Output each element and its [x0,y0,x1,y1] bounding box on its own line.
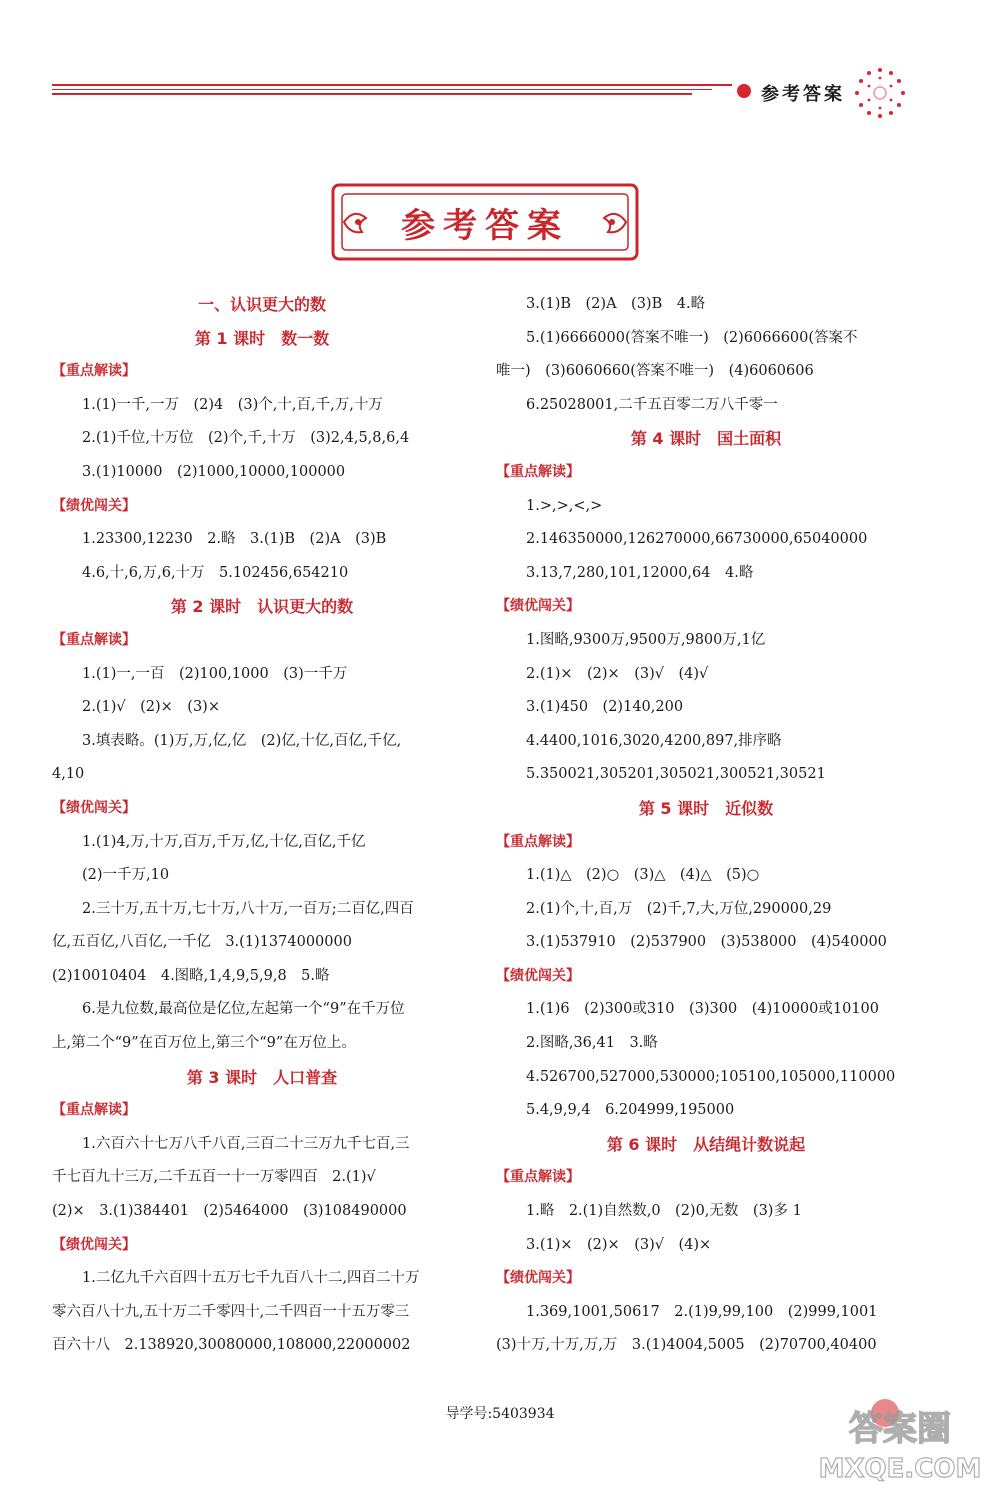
section-tag: 【重点解读】 [496,463,580,480]
section-tag: 【重点解读】 [52,363,136,380]
answer-line: 2.图略,36,41 3.略 [526,1035,658,1052]
section-heading: 一、认识更大的数 [197,295,326,314]
answer-line: 2.(1)个,十,百,万 (2)千,7,大,万位,290000,29 [526,900,832,917]
section-tag: 【绩优闯关】 [52,1236,136,1253]
answer-line: 1.(1)△ (2)○ (3)△ (4)△ (5)○ [526,867,760,884]
section-tag: 【绩优闯关】 [496,967,580,984]
answer-line: 2.(1)千位,十万位 (2)个,千,十万 (3)2,4,5,8,6,4 [82,430,410,447]
answer-line: 3.(1)× (2)× (3)√ (4)× [526,1236,712,1253]
answer-line: 2.146350000,126270000,66730000,65040000 [526,531,868,548]
answer-line: 1.(1)一千,一万 (2)4 (3)个,十,百,千,万,十万 [82,396,383,413]
answer-line: 百六十八 2.138920,30080000,108000,22000002 [52,1337,411,1354]
section-heading: 第 1 课时 数一数 [194,328,330,348]
answer-line: 6.是九位数,最高位是亿位,左起第一个“9”在千万位 [82,1001,405,1018]
answer-line: 4.526700,527000,530000;105100,105000,110000 [526,1068,896,1085]
answer-line: 3.填表略。(1)万,万,亿,亿 (2)亿,十亿,百亿,千亿, [82,732,402,749]
answer-line: 1.六百六十七万八千八百,三百二十三万九千七百,三 [82,1135,410,1152]
answer-line: 1.23300,12230 2.略 3.(1)B (2)A (3)B [82,531,387,548]
guide-number: 导学号:5403934 [445,1406,555,1422]
answer-line: 2.三十万,五十万,七十万,八十万,一百万;二百亿,四百 [82,900,414,917]
answer-line: 4.4400,1016,3020,4200,897,排序略 [526,732,782,749]
section-heading: 第 4 课时 国土面积 [630,429,782,449]
answer-line: 千七百九十三万,二千五百一十一万零四百 2.(1)√ [52,1169,376,1186]
header-label: 参考答案 [761,84,845,105]
watermark-logo [815,1385,985,1485]
answer-line: 1.(1)4,万,十万,百万,千万,亿,十亿,百亿,千亿 [82,833,366,850]
answer-line: 1.369,1001,50617 2.(1)9,99,100 (2)999,1001 [526,1303,878,1320]
section-heading: 第 3 课时 人口普查 [186,1067,338,1087]
section-tag: 【绩优闯关】 [52,799,136,816]
answer-line: 1.略 2.(1)自然数,0 (2)0,无数 (3)多 1 [526,1203,802,1220]
answer-line: 1.(1)一,一百 (2)100,1000 (3)一千万 [82,665,348,682]
section-tag: 【绩优闯关】 [52,497,136,514]
answer-line: 上,第二个“9”在百万位上,第三个“9”在万位上。 [52,1035,356,1052]
floral-emblem-icon [853,66,907,120]
answer-line: 1.二亿九千六百四十五万七千九百八十二,四百二十万 [82,1270,420,1287]
watermark-text: 答案圈 [849,1409,951,1449]
answer-line: 5.4,9,9,4 6.204999,195000 [526,1102,735,1119]
answer-line: 唯一) (3)6060660(答案不唯一) (4)6060606 [496,363,814,380]
answer-line: (2)一千万,10 [82,867,170,884]
header-bullet-icon [737,84,751,98]
answer-line: 零六百八十九,五十万二千零四十,二千四百一十五万零三 [52,1303,410,1320]
header-rule [52,84,732,96]
answer-line: 3.(1)537910 (2)537900 (3)538000 (4)540000 [526,934,887,951]
watermark-url: MXQE.COM [818,1454,982,1484]
answer-line: (3)十万,十万,万,万 3.(1)4004,5005 (2)70700,40400 [496,1337,877,1354]
answer-line: 亿,五百亿,八百亿,一千亿 3.(1)1374000000 [52,934,352,951]
answer-line: 5.350021,305201,305021,300521,30521 [526,766,826,783]
answer-line: 1.图略,9300万,9500万,9800万,1亿 [526,631,766,648]
section-tag: 【重点解读】 [496,1169,580,1186]
answer-line: 1.>,>,<,> [526,497,603,514]
section-tag: 【绩优闯关】 [496,598,580,615]
section-heading: 第 2 课时 认识更大的数 [170,597,354,617]
section-tag: 【重点解读】 [52,1102,136,1119]
answer-line: 4.6,十,6,万,6,十万 5.102456,654210 [82,564,349,581]
page-title: 参考答案 [401,206,569,246]
answer-line: 3.(1)450 (2)140,200 [526,699,684,716]
section-tag: 【重点解读】 [52,631,136,648]
left-answer-column [52,288,472,1363]
answer-line: 2.(1)× (2)× (3)√ (4)√ [526,665,709,682]
section-heading: 第 6 课时 从结绳计数说起 [606,1134,806,1154]
answer-line: 3.13,7,280,101,12000,64 4.略 [526,564,754,581]
answer-line: 4,10 [52,766,85,783]
answer-line: 6.25028001,二千五百零二万八千零一 [526,396,778,413]
answer-line: 3.(1)10000 (2)1000,10000,100000 [82,463,346,480]
answer-line: 5.(1)6666000(答案不唯一) (2)6066600(答案不 [526,329,858,346]
section-heading: 第 5 课时 近似数 [638,798,774,818]
section-tag: 【绩优闯关】 [496,1270,580,1287]
right-answer-column [496,288,916,1363]
answer-line: (2)10010404 4.图略,1,4,9,5,9,8 5.略 [52,967,330,984]
section-tag: 【重点解读】 [496,833,580,850]
answer-line: 1.(1)6 (2)300或310 (3)300 (4)10000或10100 [526,1001,879,1018]
answer-line: 2.(1)√ (2)× (3)× [82,699,220,716]
answer-line: 3.(1)B (2)A (3)B 4.略 [526,296,706,312]
answer-line: (2)× 3.(1)384401 (2)5464000 (3)108490000 [52,1203,407,1220]
